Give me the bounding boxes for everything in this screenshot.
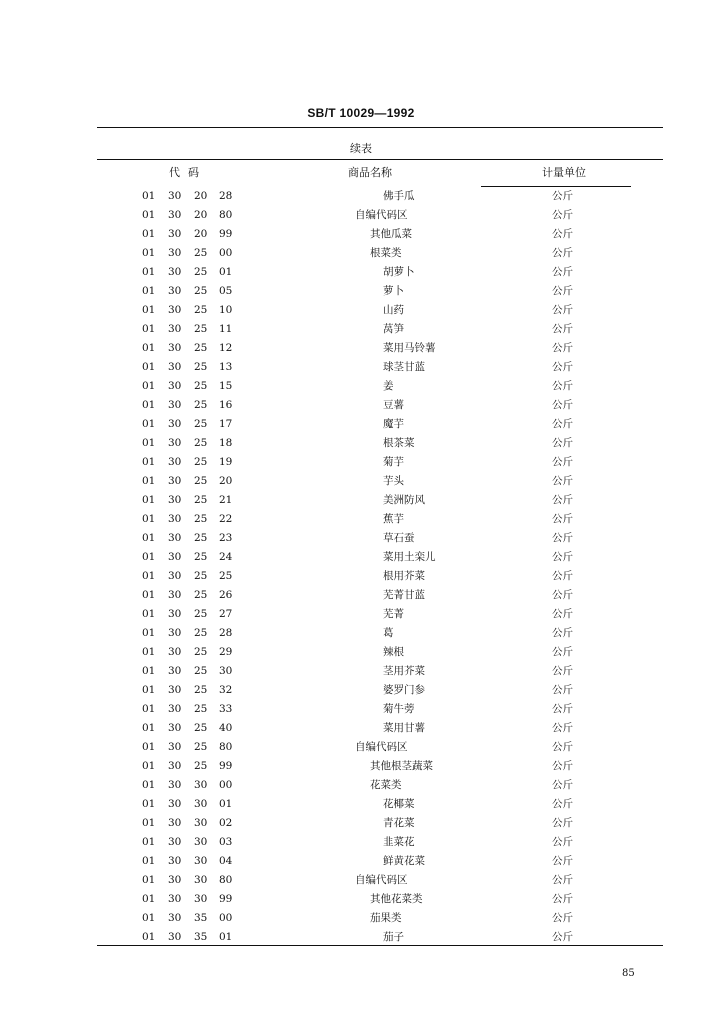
measure-unit: 公斤 (552, 532, 573, 544)
table-row (0, 605, 722, 624)
code-segment-3: 25 (194, 361, 208, 373)
measure-unit: 公斤 (552, 380, 573, 392)
measure-unit: 公斤 (552, 665, 573, 677)
code-segment-2: 30 (168, 703, 182, 715)
code-segment-1: 01 (142, 798, 156, 810)
measure-unit: 公斤 (552, 703, 573, 715)
table-row (0, 814, 722, 833)
code-segment-2: 30 (168, 589, 182, 601)
table-row (0, 567, 722, 586)
code-segment-4: 28 (219, 627, 233, 639)
code-segment-2: 30 (168, 893, 182, 905)
code-segment-1: 01 (142, 836, 156, 848)
code-segment-2: 30 (168, 760, 182, 772)
code-segment-3: 20 (194, 228, 208, 240)
code-segment-2: 30 (168, 532, 182, 544)
code-segment-4: 03 (219, 836, 233, 848)
code-segment-4: 19 (219, 456, 233, 468)
commodity-name: 山药 (383, 304, 404, 316)
code-segment-2: 30 (168, 665, 182, 677)
measure-unit: 公斤 (552, 475, 573, 487)
code-segment-4: 00 (219, 912, 233, 924)
header-rule (97, 159, 663, 160)
table-row (0, 453, 722, 472)
continued-table-label: 续表 (350, 142, 372, 155)
measure-unit: 公斤 (552, 323, 573, 335)
table-row (0, 396, 722, 415)
table-row (0, 624, 722, 643)
code-segment-1: 01 (142, 855, 156, 867)
measure-unit: 公斤 (552, 722, 573, 734)
measure-unit: 公斤 (552, 760, 573, 772)
measure-unit: 公斤 (552, 342, 573, 354)
code-segment-2: 30 (168, 399, 182, 411)
code-segment-1: 01 (142, 418, 156, 430)
code-segment-1: 01 (142, 627, 156, 639)
measure-unit: 公斤 (552, 779, 573, 791)
code-segment-4: 32 (219, 684, 233, 696)
table-row (0, 643, 722, 662)
measure-unit: 公斤 (552, 836, 573, 848)
code-segment-3: 25 (194, 741, 208, 753)
code-segment-1: 01 (142, 912, 156, 924)
code-segment-2: 30 (168, 570, 182, 582)
code-segment-2: 30 (168, 418, 182, 430)
commodity-name: 茄子 (383, 931, 404, 943)
code-segment-2: 30 (168, 646, 182, 658)
code-segment-2: 30 (168, 209, 182, 221)
code-segment-4: 04 (219, 855, 233, 867)
code-segment-2: 30 (168, 247, 182, 259)
table-row (0, 795, 722, 814)
bottom-rule (97, 945, 663, 946)
commodity-name: 菜用土栾儿 (383, 551, 436, 563)
code-segment-3: 25 (194, 456, 208, 468)
commodity-name: 葛 (383, 627, 394, 639)
commodity-name: 芜菁 (383, 608, 404, 620)
measure-unit: 公斤 (552, 570, 573, 582)
code-segment-1: 01 (142, 684, 156, 696)
table-row (0, 586, 722, 605)
measure-unit: 公斤 (552, 741, 573, 753)
table-row (0, 244, 722, 263)
code-segment-4: 01 (219, 798, 233, 810)
code-segment-3: 25 (194, 285, 208, 297)
commodity-name: 胡萝卜 (383, 266, 415, 278)
code-segment-1: 01 (142, 209, 156, 221)
table-row (0, 282, 722, 301)
code-segment-3: 25 (194, 646, 208, 658)
code-segment-3: 25 (194, 418, 208, 430)
commodity-name: 花椰菜 (383, 798, 415, 810)
commodity-name: 菜用甘薯 (383, 722, 425, 734)
code-segment-1: 01 (142, 228, 156, 240)
commodity-name: 茎用芥菜 (383, 665, 425, 677)
measure-unit: 公斤 (552, 418, 573, 430)
code-segment-4: 40 (219, 722, 233, 734)
code-segment-2: 30 (168, 437, 182, 449)
code-segment-3: 25 (194, 399, 208, 411)
table-row (0, 776, 722, 795)
commodity-name: 芜菁甘蓝 (383, 589, 425, 601)
code-segment-2: 30 (168, 323, 182, 335)
code-segment-2: 30 (168, 551, 182, 563)
commodity-name: 美洲防风 (383, 494, 425, 506)
code-segment-4: 05 (219, 285, 233, 297)
commodity-name: 根用芥菜 (383, 570, 425, 582)
code-segment-3: 30 (194, 874, 208, 886)
code-segment-3: 20 (194, 190, 208, 202)
code-segment-2: 30 (168, 741, 182, 753)
code-segment-4: 30 (219, 665, 233, 677)
code-segment-2: 30 (168, 817, 182, 829)
code-segment-4: 80 (219, 209, 233, 221)
code-segment-4: 25 (219, 570, 233, 582)
code-segment-1: 01 (142, 342, 156, 354)
commodity-name: 芋头 (383, 475, 404, 487)
code-segment-1: 01 (142, 266, 156, 278)
code-segment-3: 25 (194, 475, 208, 487)
code-segment-4: 11 (219, 323, 233, 335)
code-segment-4: 00 (219, 247, 233, 259)
commodity-name: 球茎甘蓝 (383, 361, 425, 373)
code-segment-3: 25 (194, 323, 208, 335)
code-segment-4: 28 (219, 190, 233, 202)
code-segment-3: 25 (194, 266, 208, 278)
table-row (0, 434, 722, 453)
commodity-name: 菊牛蒡 (383, 703, 415, 715)
code-segment-1: 01 (142, 741, 156, 753)
measure-unit: 公斤 (552, 893, 573, 905)
code-segment-3: 25 (194, 532, 208, 544)
code-segment-2: 30 (168, 874, 182, 886)
code-segment-4: 17 (219, 418, 233, 430)
measure-unit: 公斤 (552, 494, 573, 506)
code-segment-4: 80 (219, 741, 233, 753)
table-row (0, 339, 722, 358)
code-segment-1: 01 (142, 931, 156, 943)
standard-id-header: SB/T 10029—1992 (307, 106, 415, 120)
measure-unit: 公斤 (552, 228, 573, 240)
measure-unit: 公斤 (552, 285, 573, 297)
commodity-name: 萝卜 (383, 285, 404, 297)
code-segment-2: 30 (168, 342, 182, 354)
code-segment-2: 30 (168, 798, 182, 810)
measure-unit: 公斤 (552, 456, 573, 468)
measure-unit: 公斤 (552, 931, 573, 943)
code-segment-3: 35 (194, 912, 208, 924)
measure-unit: 公斤 (552, 551, 573, 563)
column-header-name: 商品名称 (348, 166, 392, 179)
code-segment-1: 01 (142, 475, 156, 487)
code-segment-4: 13 (219, 361, 233, 373)
measure-unit: 公斤 (552, 798, 573, 810)
commodity-name: 其他花菜类 (370, 893, 423, 905)
code-segment-3: 25 (194, 513, 208, 525)
code-segment-1: 01 (142, 646, 156, 658)
code-segment-1: 01 (142, 665, 156, 677)
code-segment-4: 16 (219, 399, 233, 411)
code-segment-2: 30 (168, 304, 182, 316)
measure-unit: 公斤 (552, 912, 573, 924)
commodity-name: 青花菜 (383, 817, 415, 829)
measure-unit: 公斤 (552, 399, 573, 411)
commodity-name: 自编代码区 (355, 209, 408, 221)
code-segment-4: 01 (219, 266, 233, 278)
code-segment-4: 26 (219, 589, 233, 601)
code-segment-3: 25 (194, 589, 208, 601)
table-row (0, 225, 722, 244)
code-segment-1: 01 (142, 893, 156, 905)
measure-unit: 公斤 (552, 190, 573, 202)
measure-unit: 公斤 (552, 589, 573, 601)
code-segment-1: 01 (142, 570, 156, 582)
measure-unit: 公斤 (552, 817, 573, 829)
code-segment-2: 30 (168, 608, 182, 620)
code-segment-3: 30 (194, 798, 208, 810)
table-row (0, 662, 722, 681)
table-row (0, 491, 722, 510)
code-segment-4: 21 (219, 494, 233, 506)
code-segment-1: 01 (142, 323, 156, 335)
table-row (0, 871, 722, 890)
table-row (0, 681, 722, 700)
code-segment-4: 02 (219, 817, 233, 829)
code-segment-3: 25 (194, 703, 208, 715)
commodity-name: 自编代码区 (355, 741, 408, 753)
code-segment-3: 25 (194, 760, 208, 772)
commodity-name: 茄果类 (370, 912, 402, 924)
table-row (0, 472, 722, 491)
table-row (0, 852, 722, 871)
code-segment-4: 15 (219, 380, 233, 392)
code-segment-3: 20 (194, 209, 208, 221)
table-row (0, 890, 722, 909)
code-segment-2: 30 (168, 494, 182, 506)
commodity-name: 自编代码区 (355, 874, 408, 886)
code-segment-3: 25 (194, 437, 208, 449)
measure-unit: 公斤 (552, 855, 573, 867)
table-row (0, 738, 722, 757)
column-header-unit: 计量单位 (542, 166, 586, 179)
code-segment-4: 10 (219, 304, 233, 316)
code-segment-1: 01 (142, 437, 156, 449)
code-segment-2: 30 (168, 684, 182, 696)
code-segment-3: 25 (194, 627, 208, 639)
table-row (0, 263, 722, 282)
measure-unit: 公斤 (552, 874, 573, 886)
code-segment-3: 25 (194, 608, 208, 620)
code-segment-2: 30 (168, 513, 182, 525)
code-segment-1: 01 (142, 779, 156, 791)
code-segment-1: 01 (142, 874, 156, 886)
commodity-name: 辣根 (383, 646, 404, 658)
commodity-name: 菊芋 (383, 456, 404, 468)
code-segment-4: 33 (219, 703, 233, 715)
code-segment-1: 01 (142, 247, 156, 259)
code-segment-3: 30 (194, 855, 208, 867)
code-segment-4: 00 (219, 779, 233, 791)
table-row (0, 510, 722, 529)
code-segment-3: 35 (194, 931, 208, 943)
code-segment-4: 18 (219, 437, 233, 449)
commodity-name: 菜用马铃薯 (383, 342, 436, 354)
commodity-name: 花菜类 (370, 779, 402, 791)
code-segment-1: 01 (142, 361, 156, 373)
code-segment-4: 12 (219, 342, 233, 354)
column-header-code: 代码 (169, 166, 207, 179)
commodity-name: 其他根茎蔬菜 (370, 760, 433, 772)
code-segment-3: 25 (194, 570, 208, 582)
table-row (0, 909, 722, 928)
code-segment-2: 30 (168, 931, 182, 943)
code-segment-2: 30 (168, 228, 182, 240)
code-segment-3: 30 (194, 817, 208, 829)
measure-unit: 公斤 (552, 247, 573, 259)
commodity-name: 其他瓜菜 (370, 228, 412, 240)
measure-unit: 公斤 (552, 513, 573, 525)
code-segment-3: 25 (194, 304, 208, 316)
code-segment-1: 01 (142, 380, 156, 392)
code-segment-3: 30 (194, 893, 208, 905)
measure-unit: 公斤 (552, 608, 573, 620)
code-segment-4: 99 (219, 760, 233, 772)
measure-unit: 公斤 (552, 209, 573, 221)
code-segment-3: 25 (194, 684, 208, 696)
table-row (0, 206, 722, 225)
code-segment-2: 30 (168, 627, 182, 639)
table-row (0, 833, 722, 852)
table-row (0, 719, 722, 738)
code-segment-2: 30 (168, 912, 182, 924)
table-row (0, 757, 722, 776)
code-segment-4: 01 (219, 931, 233, 943)
table-row (0, 548, 722, 567)
code-segment-1: 01 (142, 304, 156, 316)
commodity-name: 蕉芋 (383, 513, 404, 525)
table-row (0, 529, 722, 548)
code-segment-3: 25 (194, 342, 208, 354)
page-number: 85 (622, 968, 635, 979)
table-row (0, 187, 722, 206)
code-segment-3: 25 (194, 722, 208, 734)
code-segment-4: 23 (219, 532, 233, 544)
code-segment-2: 30 (168, 722, 182, 734)
commodity-name: 姜 (383, 380, 394, 392)
commodity-name: 草石蚕 (383, 532, 415, 544)
code-segment-4: 20 (219, 475, 233, 487)
code-segment-1: 01 (142, 513, 156, 525)
code-segment-1: 01 (142, 456, 156, 468)
top-rule (97, 127, 663, 128)
code-segment-1: 01 (142, 608, 156, 620)
code-segment-1: 01 (142, 722, 156, 734)
code-segment-3: 25 (194, 247, 208, 259)
measure-unit: 公斤 (552, 684, 573, 696)
commodity-name: 魔芋 (383, 418, 404, 430)
code-segment-2: 30 (168, 836, 182, 848)
code-segment-1: 01 (142, 190, 156, 202)
code-segment-4: 27 (219, 608, 233, 620)
code-segment-2: 30 (168, 361, 182, 373)
commodity-name: 鲜黄花菜 (383, 855, 425, 867)
table-row (0, 415, 722, 434)
code-segment-2: 30 (168, 380, 182, 392)
code-segment-1: 01 (142, 532, 156, 544)
code-segment-3: 25 (194, 551, 208, 563)
commodity-name: 根茶菜 (383, 437, 415, 449)
code-segment-2: 30 (168, 855, 182, 867)
commodity-name: 根菜类 (370, 247, 402, 259)
measure-unit: 公斤 (552, 304, 573, 316)
commodity-name: 韭菜花 (383, 836, 415, 848)
measure-unit: 公斤 (552, 646, 573, 658)
code-segment-1: 01 (142, 551, 156, 563)
code-segment-1: 01 (142, 399, 156, 411)
table-row (0, 301, 722, 320)
table-row (0, 358, 722, 377)
code-segment-3: 30 (194, 779, 208, 791)
code-segment-1: 01 (142, 703, 156, 715)
code-segment-1: 01 (142, 589, 156, 601)
code-segment-4: 22 (219, 513, 233, 525)
code-segment-2: 30 (168, 266, 182, 278)
code-segment-4: 99 (219, 893, 233, 905)
commodity-name: 婆罗门参 (383, 684, 425, 696)
table-row (0, 377, 722, 396)
code-segment-4: 80 (219, 874, 233, 886)
code-segment-2: 30 (168, 779, 182, 791)
table-row (0, 320, 722, 339)
commodity-name: 豆薯 (383, 399, 404, 411)
commodity-name: 莴笋 (383, 323, 404, 335)
code-segment-1: 01 (142, 760, 156, 772)
code-segment-2: 30 (168, 475, 182, 487)
code-segment-3: 25 (194, 494, 208, 506)
code-segment-4: 29 (219, 646, 233, 658)
measure-unit: 公斤 (552, 361, 573, 373)
code-segment-2: 30 (168, 456, 182, 468)
code-segment-4: 99 (219, 228, 233, 240)
commodity-name: 佛手瓜 (383, 190, 415, 202)
code-segment-2: 30 (168, 190, 182, 202)
code-segment-1: 01 (142, 817, 156, 829)
code-segment-3: 25 (194, 665, 208, 677)
measure-unit: 公斤 (552, 437, 573, 449)
code-segment-1: 01 (142, 285, 156, 297)
code-segment-3: 30 (194, 836, 208, 848)
code-segment-2: 30 (168, 285, 182, 297)
code-segment-4: 24 (219, 551, 233, 563)
measure-unit: 公斤 (552, 266, 573, 278)
table-row (0, 700, 722, 719)
code-segment-3: 25 (194, 380, 208, 392)
code-segment-1: 01 (142, 494, 156, 506)
measure-unit: 公斤 (552, 627, 573, 639)
